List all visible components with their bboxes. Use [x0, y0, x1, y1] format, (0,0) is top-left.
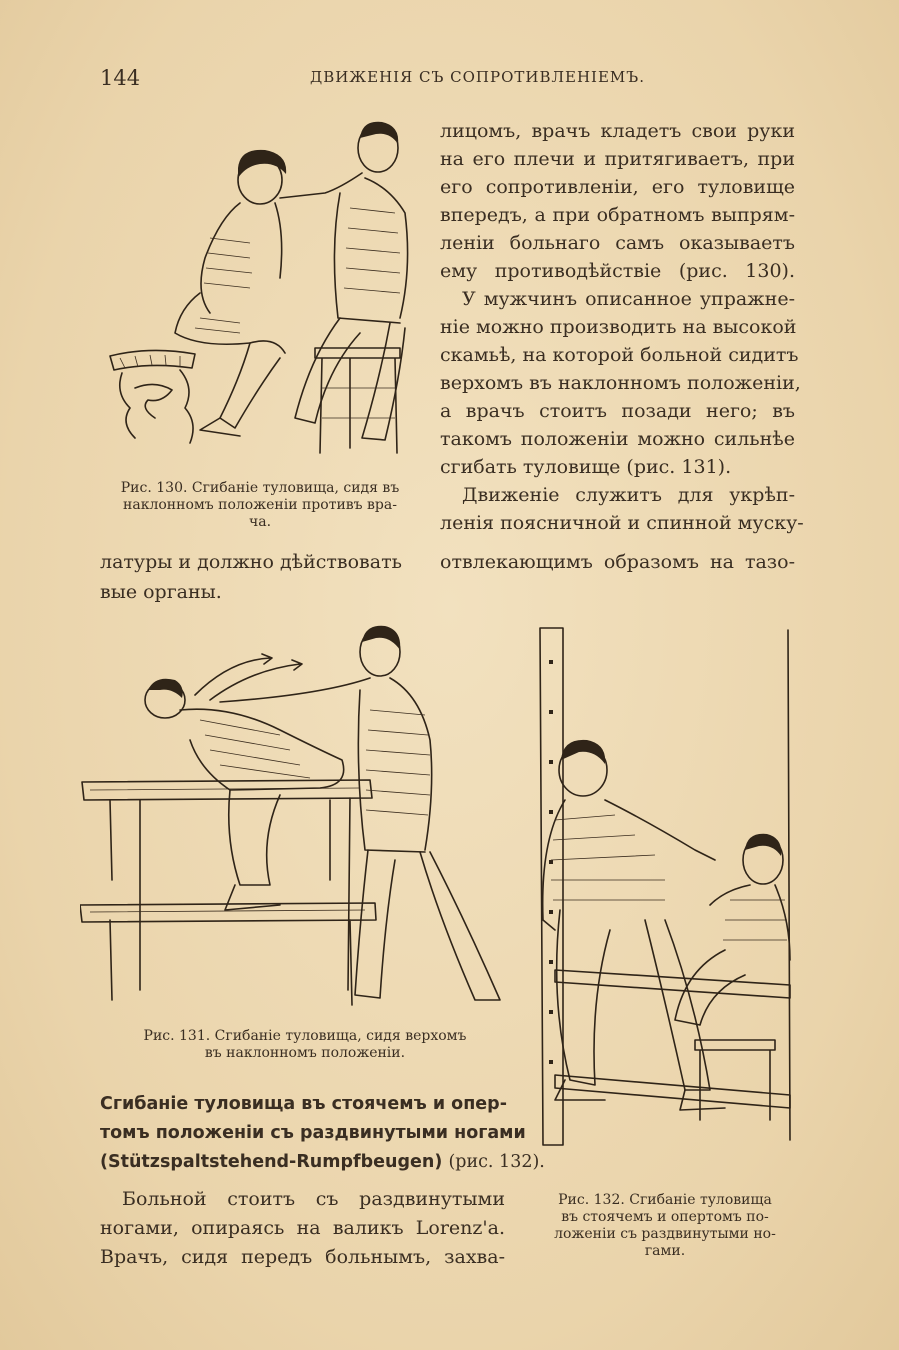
figure-130-illustration: [100, 118, 420, 468]
running-title: ДВИЖЕНІЯ СЪ СОПРОТИВЛЕНІЕМЪ.: [310, 68, 645, 86]
page-number: 144: [100, 66, 141, 90]
continuation-line: вые органы.: [100, 581, 222, 603]
section-heading-line3: (Stützspaltstehend-Rumpfbeugen) (рис. 132).: [100, 1152, 545, 1172]
section-heading: Сгибаніе туловища въ стоячемъ и опер- томъ положеніи съ раздвинутыми ногами (Stützspaltstehend-Rumpfbeugen) (рис. 132).: [100, 1090, 505, 1177]
figure-132-caption: Рис. 132. Сгибаніе туловища въ стоячемъ и опертомъ по- ложеніи съ раздвинутыми но- гами.: [554, 1192, 776, 1259]
book-page: 144 ДВИЖЕНІЯ СЪ СОПРОТИВЛЕНІЕМЪ. Рис. 130. Сгибаніе туловища, сидя въ наклонномъ положеніи противъ вра- ча. лицомъ, врачъ кладетъ свои руки на его плечи и притягиваетъ, при его сопротивленіи, его туловище впередъ, а при обратномъ выпрям- леніи больнаго самъ оказываетъ ему противодѣйствіе (рис. 130). У мужчинъ описанное упражне- ніе можно производить на высокой скамьѣ, на которой больной сидитъ верхомъ въ наклонномъ положеніи, а врачъ стоитъ позади него; въ такомъ положеніи можно сильнѣе сгибать туловище (рис. 131). Движеніе служитъ для укрѣп- ленія поясничной и спинной муску- латуры и должно дѣйствовать отвлекающимъ образомъ на тазо- вые органы. Рис. 131. Сгибаніе туловища, сидя верхомъ въ наклонномъ положеніи. Сгибаніе туловища въ стоячемъ и опер- томъ положеніи съ раздвинутыми ногами (Stützspaltstehend-Rumpfbeugen) (рис. 132). Больной стоитъ съ раздвинутыми ногами, опираясь на валикъ Lorenz'а. Врачъ, сидя передъ больнымъ, захва- Рис. 132. Сгибаніе туловища въ стоячемъ и опертомъ по- ложеніи съ раздвинутыми но- гами.: [0, 0, 899, 1350]
figure-132-illustration: [535, 620, 800, 1175]
figure-131-caption: Рис. 131. Сгибаніе туловища, сидя верхомъ въ наклонномъ положеніи.: [143, 1028, 467, 1061]
right-column-text: лицомъ, врачъ кладетъ свои руки на его плечи и притягиваетъ, при его сопротивленіи, его туловище впередъ, а при обратномъ выпрям- леніи больнаго самъ оказываетъ ему противодѣйствіе (рис. 130). У мужчинъ описанное упражне- ніе можно производить на высокой скамьѣ, на которой больной сидитъ верхомъ въ наклонномъ положеніи, а врачъ стоитъ позади него; въ такомъ положеніи можно сильнѣе сгибать туловище (рис. 131). Движеніе служитъ для укрѣп- ленія поясничной и спинной муску-: [440, 120, 804, 534]
figure-130-caption: Рис. 130. Сгибаніе туловища, сидя въ наклонномъ положеніи противъ вра- ча.: [120, 480, 400, 530]
bottom-paragraph: Больной стоитъ съ раздвинутыми ногами, опираясь на валикъ Lorenz'а. Врачъ, сидя передъ больнымъ, захва-: [100, 1188, 505, 1268]
figure-131-illustration: [80, 620, 510, 1020]
